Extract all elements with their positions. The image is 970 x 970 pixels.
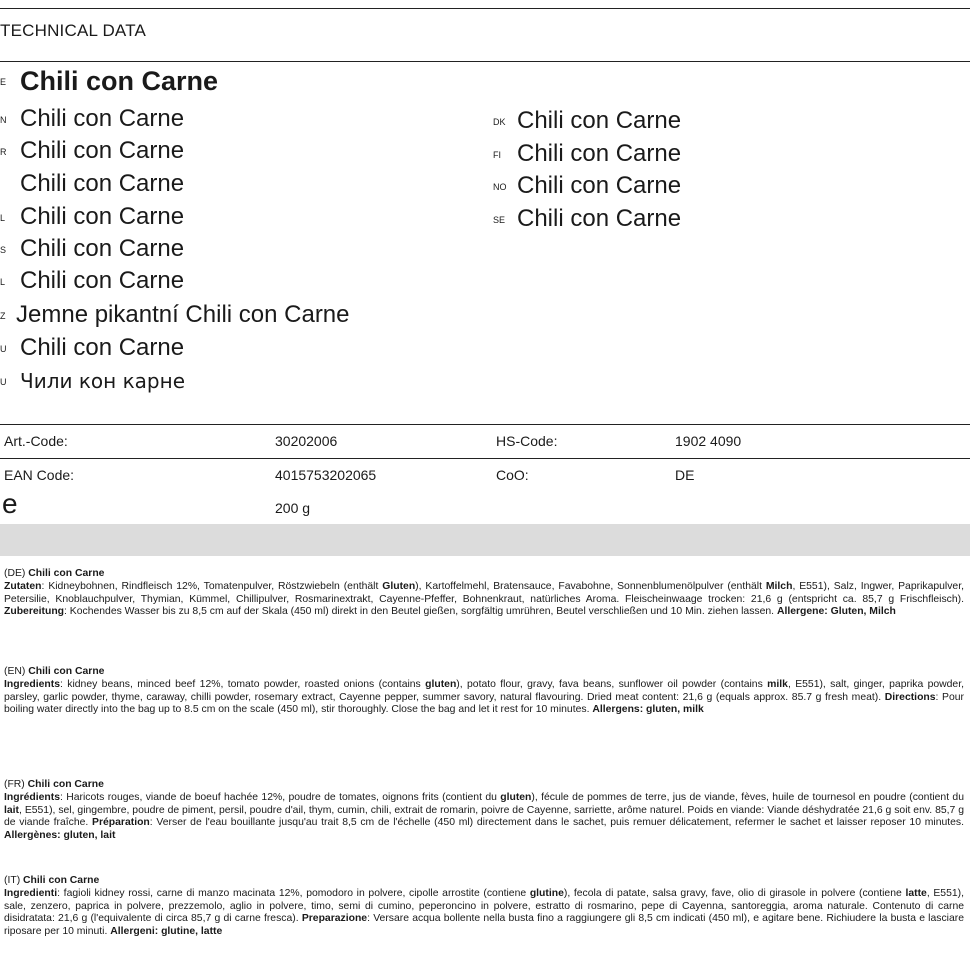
description-text: Ingredienti: fagioli kidney rossi, carne di manzo macinata 12%, pomodoro in polvere, cipolle arrostite (contiene glutine), fecola di patate, salsa gravy, fave, olio di girasole in polvere (contiene latte, E551), sale, zenzero, paprica in polvere, prezzemolo, aglio in polvere, timo, semi di cumino, peperoncino in polvere, estratto di rosmarino, pepe di Cayenna, santoreggia, aroma naturale. Contenuto di carne disidratata: 21,6 g (l'equivalente di circa 85,7 g di carne fresca). Preparazione: Versare acqua bollente nella busta fino a raggiungere gli 8,5 cm indicati (450 ml), e agitare bene. Richiudere la busta e lasciare riposare per 10 minuti. Allergeni: glutine, latte [4, 887, 964, 938]
technical-data-header [0, 8, 970, 62]
product-name: Chili con Carne [20, 137, 185, 164]
product-name: Chili con Carne [517, 140, 682, 167]
description-title: Chili con Carne [28, 568, 105, 579]
ean-label: EAN Code: [4, 467, 75, 483]
language-code: FI [493, 150, 501, 160]
art-code-value: 30202006 [275, 433, 338, 449]
product-name: Jemne pikantní Chili con Carne [16, 301, 350, 328]
description-it [4, 875, 964, 939]
estimated-sign: e [2, 488, 18, 519]
language-code: L [0, 277, 6, 287]
ean-value: 4015753202065 [275, 467, 377, 483]
separator-band [0, 524, 970, 556]
language-code: S [0, 245, 7, 255]
description-text: Ingredients: kidney beans, minced beef 12%, tomato powder, roasted onions (contains gluten), potato flour, gravy, fava beans, sunflower oil powder (contains milk, E551), salt, ginger, paprika powder, parsley, garlic powder, thyme, caraway, chilli powder, rosemary extract, Cayenne pepper, summer savory, natural flavouring. Dried meat content: 21,6 g (equals approx. 85.7 g fresh meat). Directions: Pour boiling water directly into the bag up to 8.5 cm on the scale (450 ml), stir thoroughly. Close the bag and let it rest for 10 minutes. Allergens: gluten, milk [4, 678, 964, 716]
lang-tag: (DE) [4, 568, 29, 579]
spec-row-art-code [0, 424, 970, 458]
product-name: Chili con Carne [20, 105, 185, 132]
description-title: Chili con Carne [28, 666, 105, 677]
art-code-label: Art.-Code: [4, 433, 68, 449]
language-code: SE [493, 215, 506, 225]
hs-code-label: HS-Code: [496, 433, 558, 449]
product-name: Chili con Carne [517, 172, 682, 199]
product-name: Chili con Carne [20, 334, 185, 361]
product-name: Чили кон карне [20, 369, 186, 393]
description-text: Zutaten: Kidneybohnen, Rindfleisch 12%, Tomatenpulver, Röstzwiebeln (enthält Gluten), Kartoffelmehl, Bratensauce, Favabohne, Sonnenblumenölpulver (enthält Milch, E551), Salz, Ingwer, Paprikapulver, Petersilie, Knoblauchpulver, Thymian, Kümmel, Chillipulver, Rosmarinextrakt, Cayenne-Pfeffer, Bohnenkraut, natürliches Aroma. Fleischeinwaage trocken: 21,6 g (entspricht ca. 85,7 g Frischfleisch). Zubereitung: Kochendes Wasser bis zu 8,5 cm auf der Skala (450 ml) direkt in den Beutel gießen, sorgfältig umrühren, Beutel verschließen und 10 Min. ziehen lassen. Allergene: Gluten, Milch [4, 580, 964, 618]
description-de [4, 568, 964, 619]
description-text: Ingrédients: Haricots rouges, viande de boeuf hachée 12%, poudre de tomates, oignons frits (contient du gluten), fécule de pommes de terre, jus de viande, fèves, huile de tournesol en poudre (contient du lait, E551), sel, gingembre, poudre de piment, persil, poudre d'ail, thym, cumin, chili, extrait de romarin, poivre de Cayenne, sarriette, arôme naturel. Poids en viande: Viande déshydratée 21,6 g soit env. 85,7 g de viande fraîche. Préparation: Verser de l'eau bouillante jusqu'au trait 8,5 cm de l'échelle (450 ml) directement dans le sachet, puis remuer délicatement, refermer le sachet et laisser reposer 10 minutes. Allergènes: gluten, lait [4, 791, 964, 842]
product-name: Chili con Carne [517, 107, 682, 134]
language-code: N [0, 115, 7, 125]
product-name: Chili con Carne [20, 66, 219, 96]
coo-label: CoO: [496, 467, 529, 483]
spec-row-ean [0, 458, 970, 492]
description-en [4, 666, 964, 717]
product-name: Chili con Carne [20, 170, 185, 197]
product-name: Chili con Carne [20, 203, 185, 230]
page-title: TECHNICAL DATA [0, 21, 147, 40]
product-name: Chili con Carne [20, 267, 185, 294]
hs-code-value: 1902 4090 [675, 433, 742, 449]
language-code: L [0, 213, 6, 223]
language-code: U [0, 377, 7, 387]
product-name: Chili con Carne [20, 235, 185, 262]
language-code: U [0, 344, 7, 354]
description-title: Chili con Carne [23, 875, 100, 886]
language-code: E [0, 77, 7, 87]
description-title: Chili con Carne [27, 779, 104, 790]
lang-tag: (EN) [4, 666, 29, 677]
language-code: DK [493, 117, 506, 127]
lang-tag: (IT) [4, 875, 24, 886]
language-code: Z [0, 311, 6, 321]
coo-value: DE [675, 467, 695, 483]
spec-row-weight [0, 488, 970, 526]
language-code: R [0, 147, 7, 157]
product-name: Chili con Carne [517, 205, 682, 232]
description-fr [4, 779, 964, 843]
weight-value: 200 g [275, 500, 311, 516]
lang-tag: (FR) [4, 779, 28, 790]
language-code: NO [493, 182, 507, 192]
